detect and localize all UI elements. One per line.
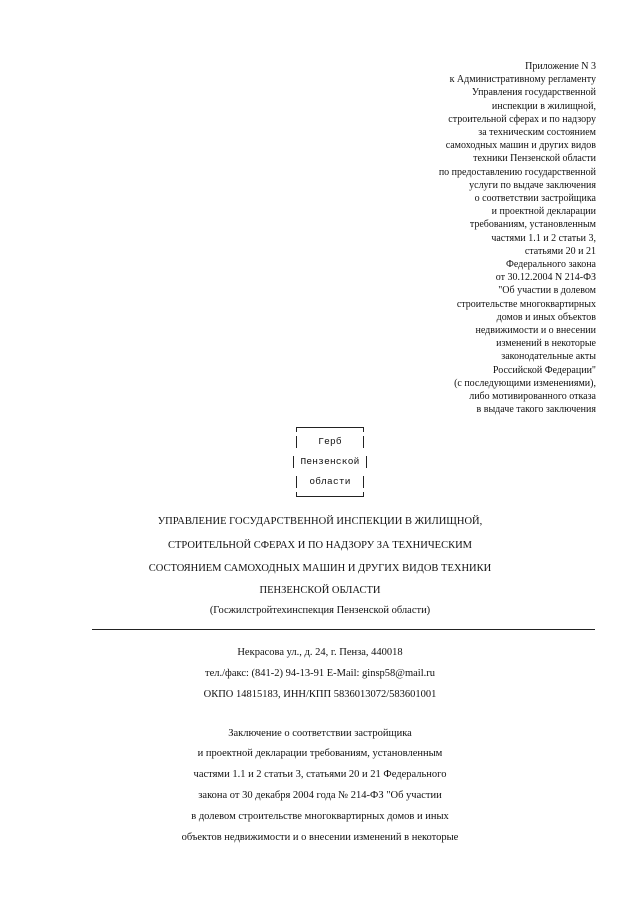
- conclusion-line: частями 1.1 и 2 статьи 3, статьями 20 и 21 Федерального: [193, 769, 447, 780]
- annex-line: от 30.12.2004 N 214-ФЗ: [495, 272, 596, 284]
- contact-phone-email: тел./факс: (841-2) 94-13-91 E-Mail: ginsp58@mail.ru: [204, 668, 435, 679]
- annex-line: (с последующими изменениями),: [454, 377, 596, 389]
- annex-line: Федерального закона: [505, 259, 596, 271]
- annex-header: [336, 60, 596, 416]
- annex-line: "Об участии в долевом: [498, 285, 596, 297]
- annex-line: и проектной декларации: [491, 206, 596, 218]
- emblem-text: Герб: [318, 436, 342, 447]
- annex-line: строительной сферах и по надзору: [448, 113, 596, 125]
- header-divider: [92, 629, 595, 630]
- org-short-name: (Госжилстройтехинспекция Пензенской области): [209, 605, 431, 616]
- annex-line: инспекции в жилищной,: [491, 100, 596, 112]
- annex-line: либо мотивированного отказа: [469, 391, 596, 403]
- org-name-line: ПЕНЗЕНСКОЙ ОБЛАСТИ: [259, 585, 381, 596]
- contact-codes: ОКПО 14815183, ИНН/КПП 5836013072/583601001: [203, 689, 437, 700]
- conclusion-line: в долевом строительстве многоквартирных домов и иных: [191, 811, 449, 822]
- annex-line: требованиям, установленным: [469, 219, 596, 231]
- annex-line: по предоставлению государственной: [438, 166, 596, 178]
- annex-line: самоходных машин и других видов: [445, 140, 596, 152]
- org-name-line: СТРОИТЕЛЬНОЙ СФЕРАХ И ПО НАДЗОРУ ЗА ТЕХНИЧЕСКИМ: [167, 540, 473, 551]
- annex-line: частями 1.1 и 2 статьи 3,: [491, 232, 596, 244]
- annex-line: изменений в некоторые: [496, 338, 596, 350]
- annex-line: о соответствии застройщика: [474, 193, 596, 205]
- annex-line: в выдаче такого заключения: [476, 404, 596, 416]
- emblem-frame-top: [296, 427, 364, 428]
- annex-line: Приложение N 3: [525, 61, 596, 72]
- annex-line: домов и иных объектов: [496, 311, 596, 323]
- annex-line: законодательные акты: [501, 351, 596, 363]
- emblem-tick: [363, 427, 364, 432]
- annex-line: техники Пензенской области: [473, 153, 596, 165]
- org-name-line: СОСТОЯНИЕМ САМОХОДНЫХ МАШИН И ДРУГИХ ВИДОВ ТЕХНИКИ: [148, 563, 492, 574]
- emblem-text: Пензенской: [300, 456, 360, 467]
- annex-line: Российской Федерации": [492, 364, 596, 376]
- conclusion-line: и проектной декларации требованиям, установленным: [197, 748, 443, 759]
- contact-address: Некрасова ул., д. 24, г. Пенза, 440018: [237, 647, 403, 658]
- emblem-text: области: [309, 476, 351, 487]
- annex-line: к Административному регламенту: [449, 74, 596, 86]
- org-name-line: УПРАВЛЕНИЕ ГОСУДАРСТВЕННОЙ ИНСПЕКЦИИ В ЖИЛИЩНОЙ,: [157, 516, 483, 527]
- annex-line: строительстве многоквартирных: [456, 298, 596, 310]
- conclusion-line: объектов недвижимости и о внесении изменений в некоторые: [181, 832, 459, 843]
- conclusion-line: закона от 30 декабря 2004 года № 214-ФЗ "Об участии: [198, 790, 442, 801]
- coat-of-arms-placeholder: [292, 424, 368, 500]
- emblem-frame-bottom: [296, 496, 364, 497]
- annex-line: услуги по выдаче заключения: [469, 179, 596, 191]
- emblem-tick: [296, 427, 297, 432]
- annex-line: Управления государственной: [471, 87, 596, 99]
- annex-line: за техническим состоянием: [478, 127, 596, 139]
- conclusion-line: Заключение о соответствии застройщика: [228, 728, 412, 739]
- annex-line: статьями 20 и 21: [524, 245, 596, 257]
- annex-line: недвижимости и о внесении: [475, 325, 596, 337]
